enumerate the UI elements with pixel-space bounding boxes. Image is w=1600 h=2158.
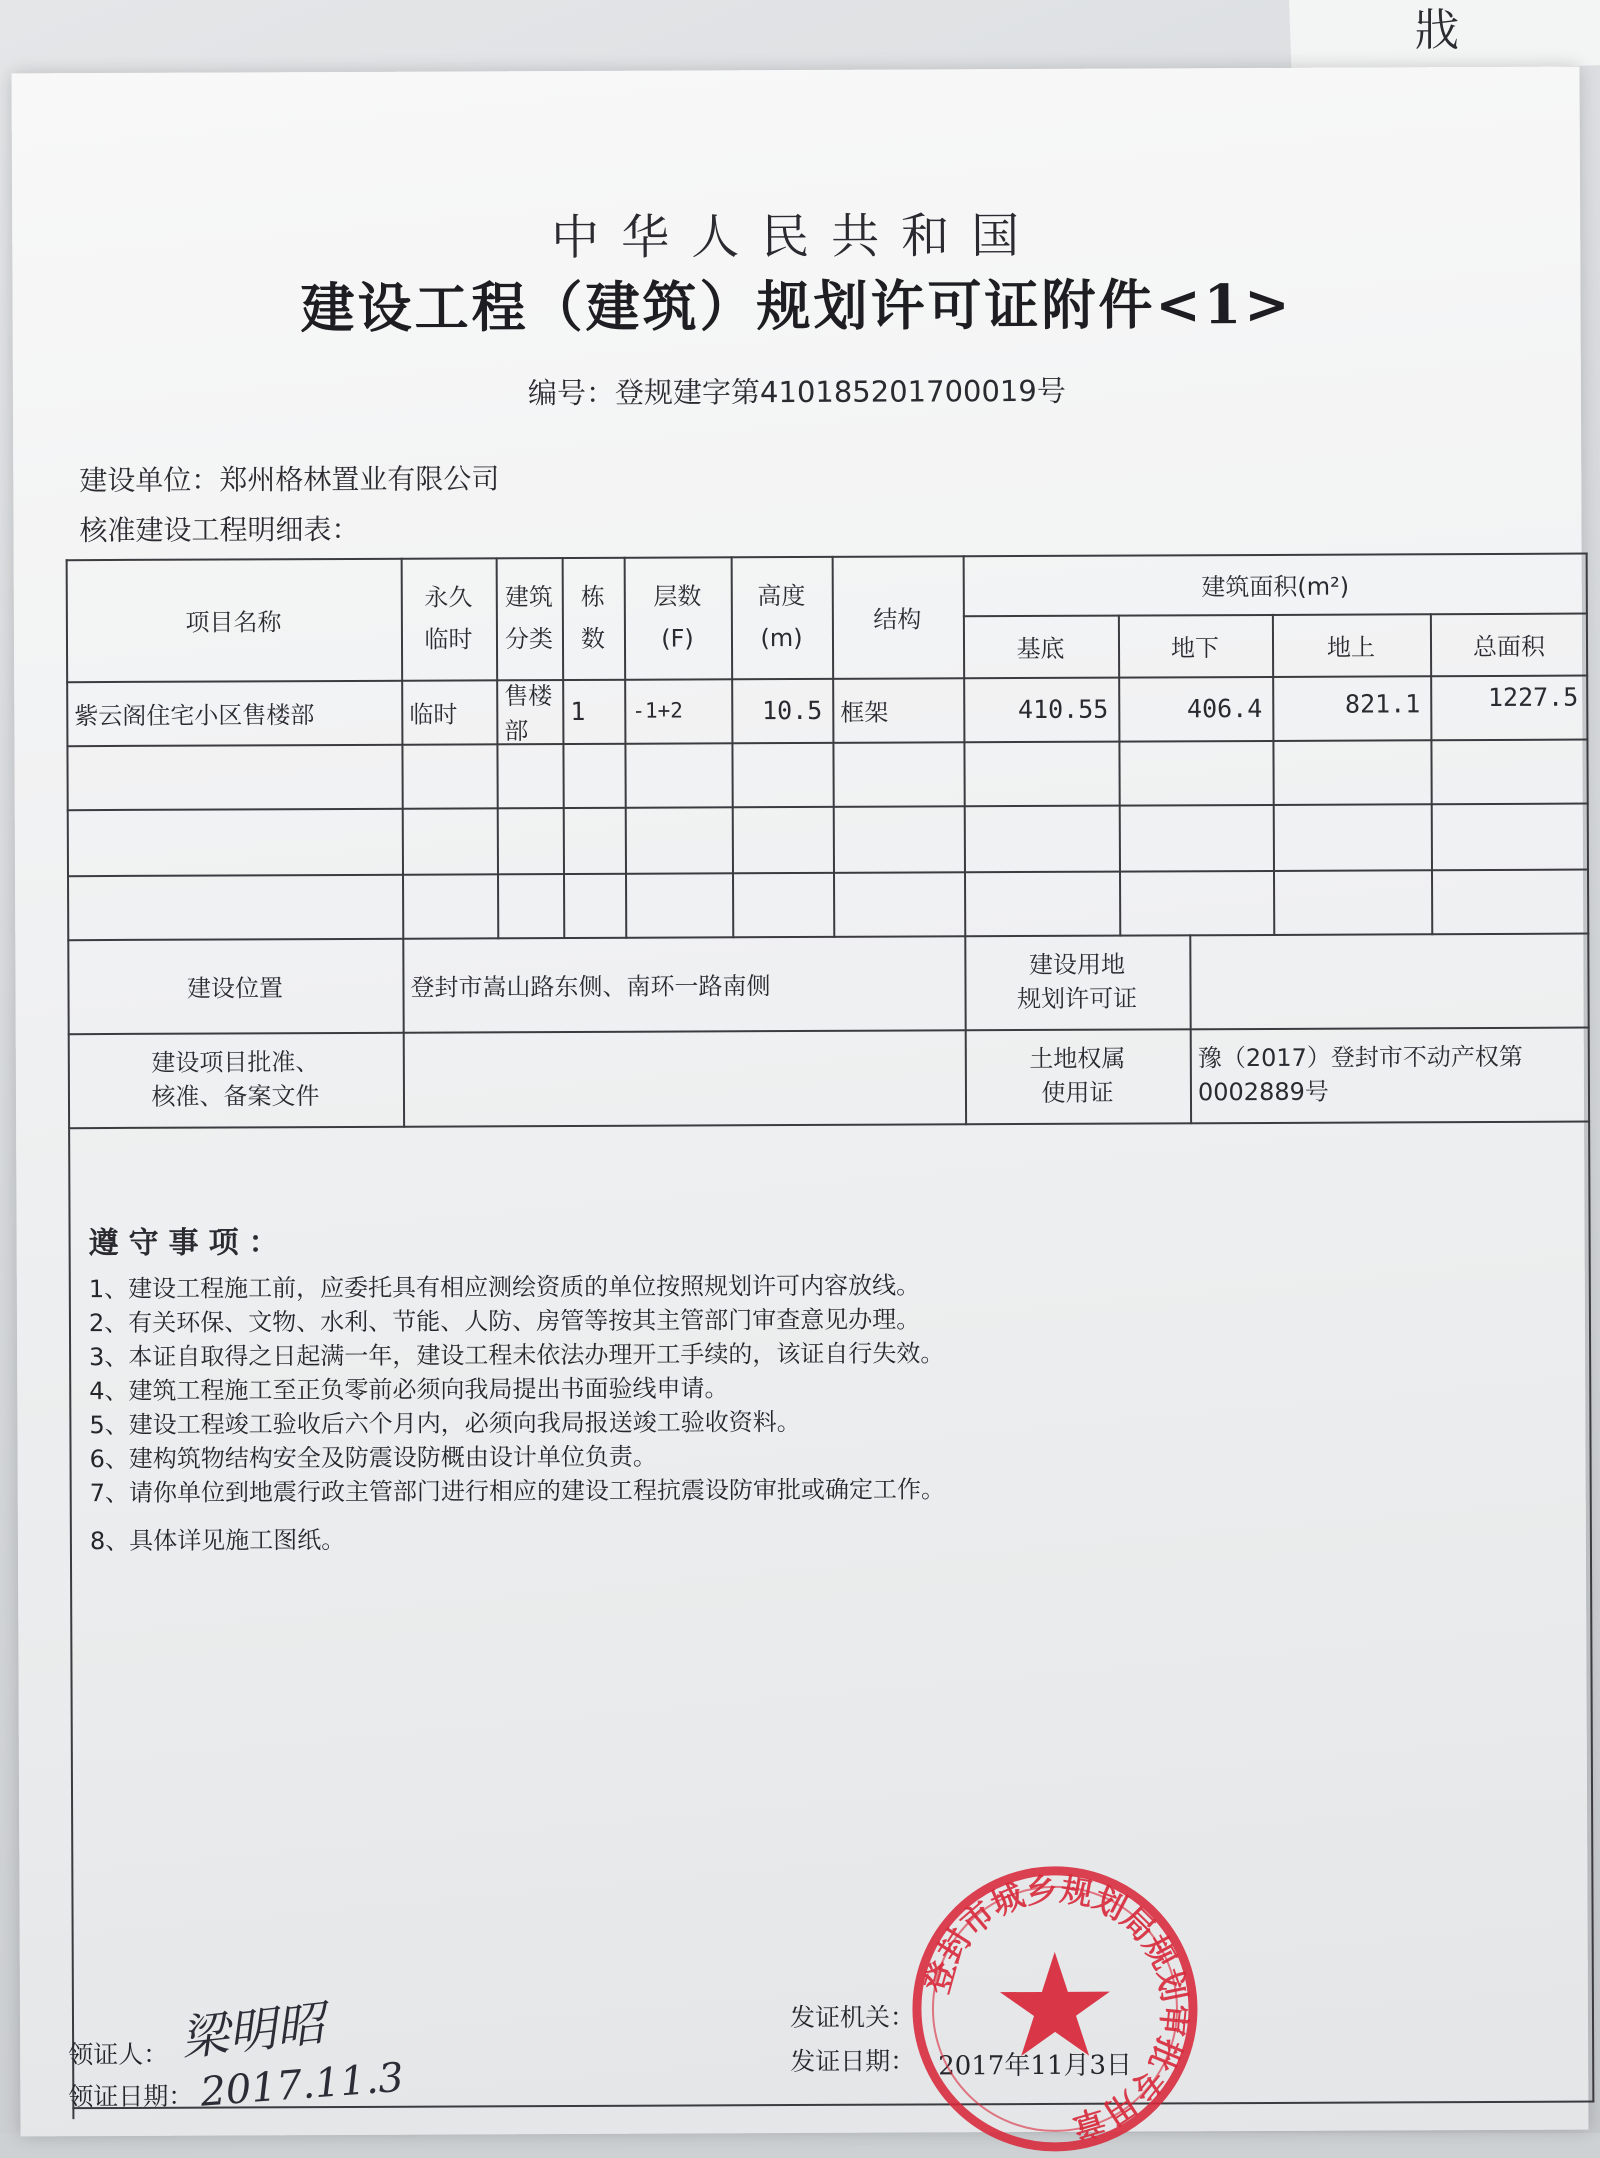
header-count-line2: 数: [580, 624, 606, 653]
builder-line: 建设单位：郑州格林置业有限公司: [79, 462, 500, 498]
location-label: 建设位置: [186, 973, 284, 1003]
issue-date-label: 发证日期：: [790, 2046, 916, 2077]
issue-date-value: 2017年11月3日: [938, 2050, 1133, 2082]
row-above-area: 821.1: [1344, 688, 1421, 719]
notice-item: 7、请你单位到地震行政主管部门进行相应的建设工程抗震设防审批或确定工作。: [89, 1475, 946, 1508]
location-value: 登封市嵩山路东侧、南环一路南侧: [410, 971, 771, 1002]
seal-star-icon: [1000, 1952, 1110, 2056]
permit-document: [12, 67, 1589, 2146]
notice-border-left: [68, 1129, 74, 2119]
table-caption: 核准建设工程明细表：: [79, 512, 360, 548]
land-permit-label: [964, 934, 1189, 1029]
recipient-signature: 梁明昭: [177, 1995, 328, 2068]
notice-item: 5、建设工程竣工验收后六个月内，必须向我局报送竣工验收资料。: [89, 1408, 801, 1440]
notice-item: 2、有关环保、文物、水利、节能、人防、房管等按其主管部门审查意见办理。: [88, 1305, 921, 1338]
document-title: 建设工程（建筑）规划许可证附件<1>: [300, 271, 1293, 341]
notice-item: 3、本证自取得之日起满一年，建设工程未依法办理开工手续的，该证自行失效。: [89, 1339, 945, 1372]
land-permit-label-line2: 规划许可证: [1016, 984, 1138, 1014]
land-right-value: [1190, 1027, 1590, 1123]
notice-item: 1、建设工程施工前，应委托具有相应测绘资质的单位按照规划许可内容放线。: [88, 1271, 921, 1304]
header-count-line1: 栋: [580, 582, 605, 611]
notice-item: 6、建构筑物结构安全及防震设防概由设计单位负责。: [89, 1442, 657, 1474]
recipient-label: 领证人：: [68, 2039, 169, 2070]
notice-item: 4、建筑工程施工至正负零前必须向我局提出书面验线申请。: [89, 1374, 729, 1406]
header-total: 总面积: [1472, 632, 1546, 661]
row-base-area: 410.55: [1017, 694, 1109, 724]
recipient-date-handwritten: 2017.11.3: [198, 2054, 406, 2116]
row-category: 售楼部: [504, 682, 553, 746]
row-height: 10.5: [762, 695, 823, 725]
header-category: [496, 557, 563, 679]
header-structure: 结构: [873, 604, 922, 634]
row-floors: -1+2: [632, 698, 683, 723]
country-header: 中华人民共和国: [551, 207, 1042, 267]
recipient-date-label: 领证日期：: [68, 2081, 194, 2112]
land-right-label-line1: 土地权属: [1029, 1044, 1126, 1073]
header-height-line1: 高度: [757, 581, 806, 611]
header-floors-line1: 层数: [653, 582, 702, 611]
row-project-name: 紫云阁住宅小区售楼部: [74, 700, 315, 730]
permit-number: 编号：登规建字第410185201700019号: [527, 373, 1066, 411]
header-height: [731, 556, 833, 678]
header-count: [562, 557, 625, 679]
header-height-line2: (m): [760, 623, 803, 653]
official-seal: [909, 1863, 1200, 2154]
land-right-label-line2: 使用证: [1041, 1078, 1114, 1107]
header-base: 基底: [1016, 634, 1065, 663]
header-permanence-line2: 临时: [424, 625, 473, 654]
land-right-value-line1: 豫（2017）登封市不动产权第: [1197, 1042, 1523, 1073]
land-right-value-line2: 0002889号: [1197, 1077, 1329, 1107]
row-structure: 框架: [840, 698, 889, 727]
land-right-label: [965, 1028, 1190, 1123]
approval-label: [68, 1032, 403, 1127]
notice-item: 8、具体详见施工图纸。: [89, 1525, 346, 1556]
header-permanence: [401, 557, 497, 679]
header-area-group: 建筑面积(m²): [1201, 572, 1350, 601]
header-above: 地上: [1326, 632, 1376, 662]
detail-table: [66, 553, 1591, 1250]
header-permanence-line1: 永久: [424, 583, 473, 612]
header-name: 项目名称: [185, 607, 282, 637]
row-permanence: 临时: [409, 699, 458, 729]
header-category-line2: 分类: [504, 625, 554, 654]
row-total-area: 1227.5: [1487, 682, 1579, 712]
land-permit-label-line1: 建设用地: [1028, 950, 1125, 979]
seal-text: 登封市城乡规划局规划审批专用章: [917, 1869, 1194, 2146]
notice-section: [89, 1212, 1570, 1558]
corner-text: 戕: [1415, 5, 1459, 56]
header-below: 地下: [1170, 633, 1220, 662]
issuer-label: 发证机关：: [789, 2002, 916, 2033]
notice-title: 遵守事项：: [88, 1225, 289, 1262]
header-floors: [624, 556, 732, 678]
row-count: 1: [570, 696, 586, 726]
header-category-line1: 建筑: [504, 583, 553, 612]
approval-label-line2: 核准、备案文件: [151, 1082, 320, 1111]
row-below-area: 406.4: [1186, 693, 1263, 723]
header-floors-line2: (F): [661, 624, 694, 653]
approval-label-line1: 建设项目批准、: [151, 1048, 320, 1077]
